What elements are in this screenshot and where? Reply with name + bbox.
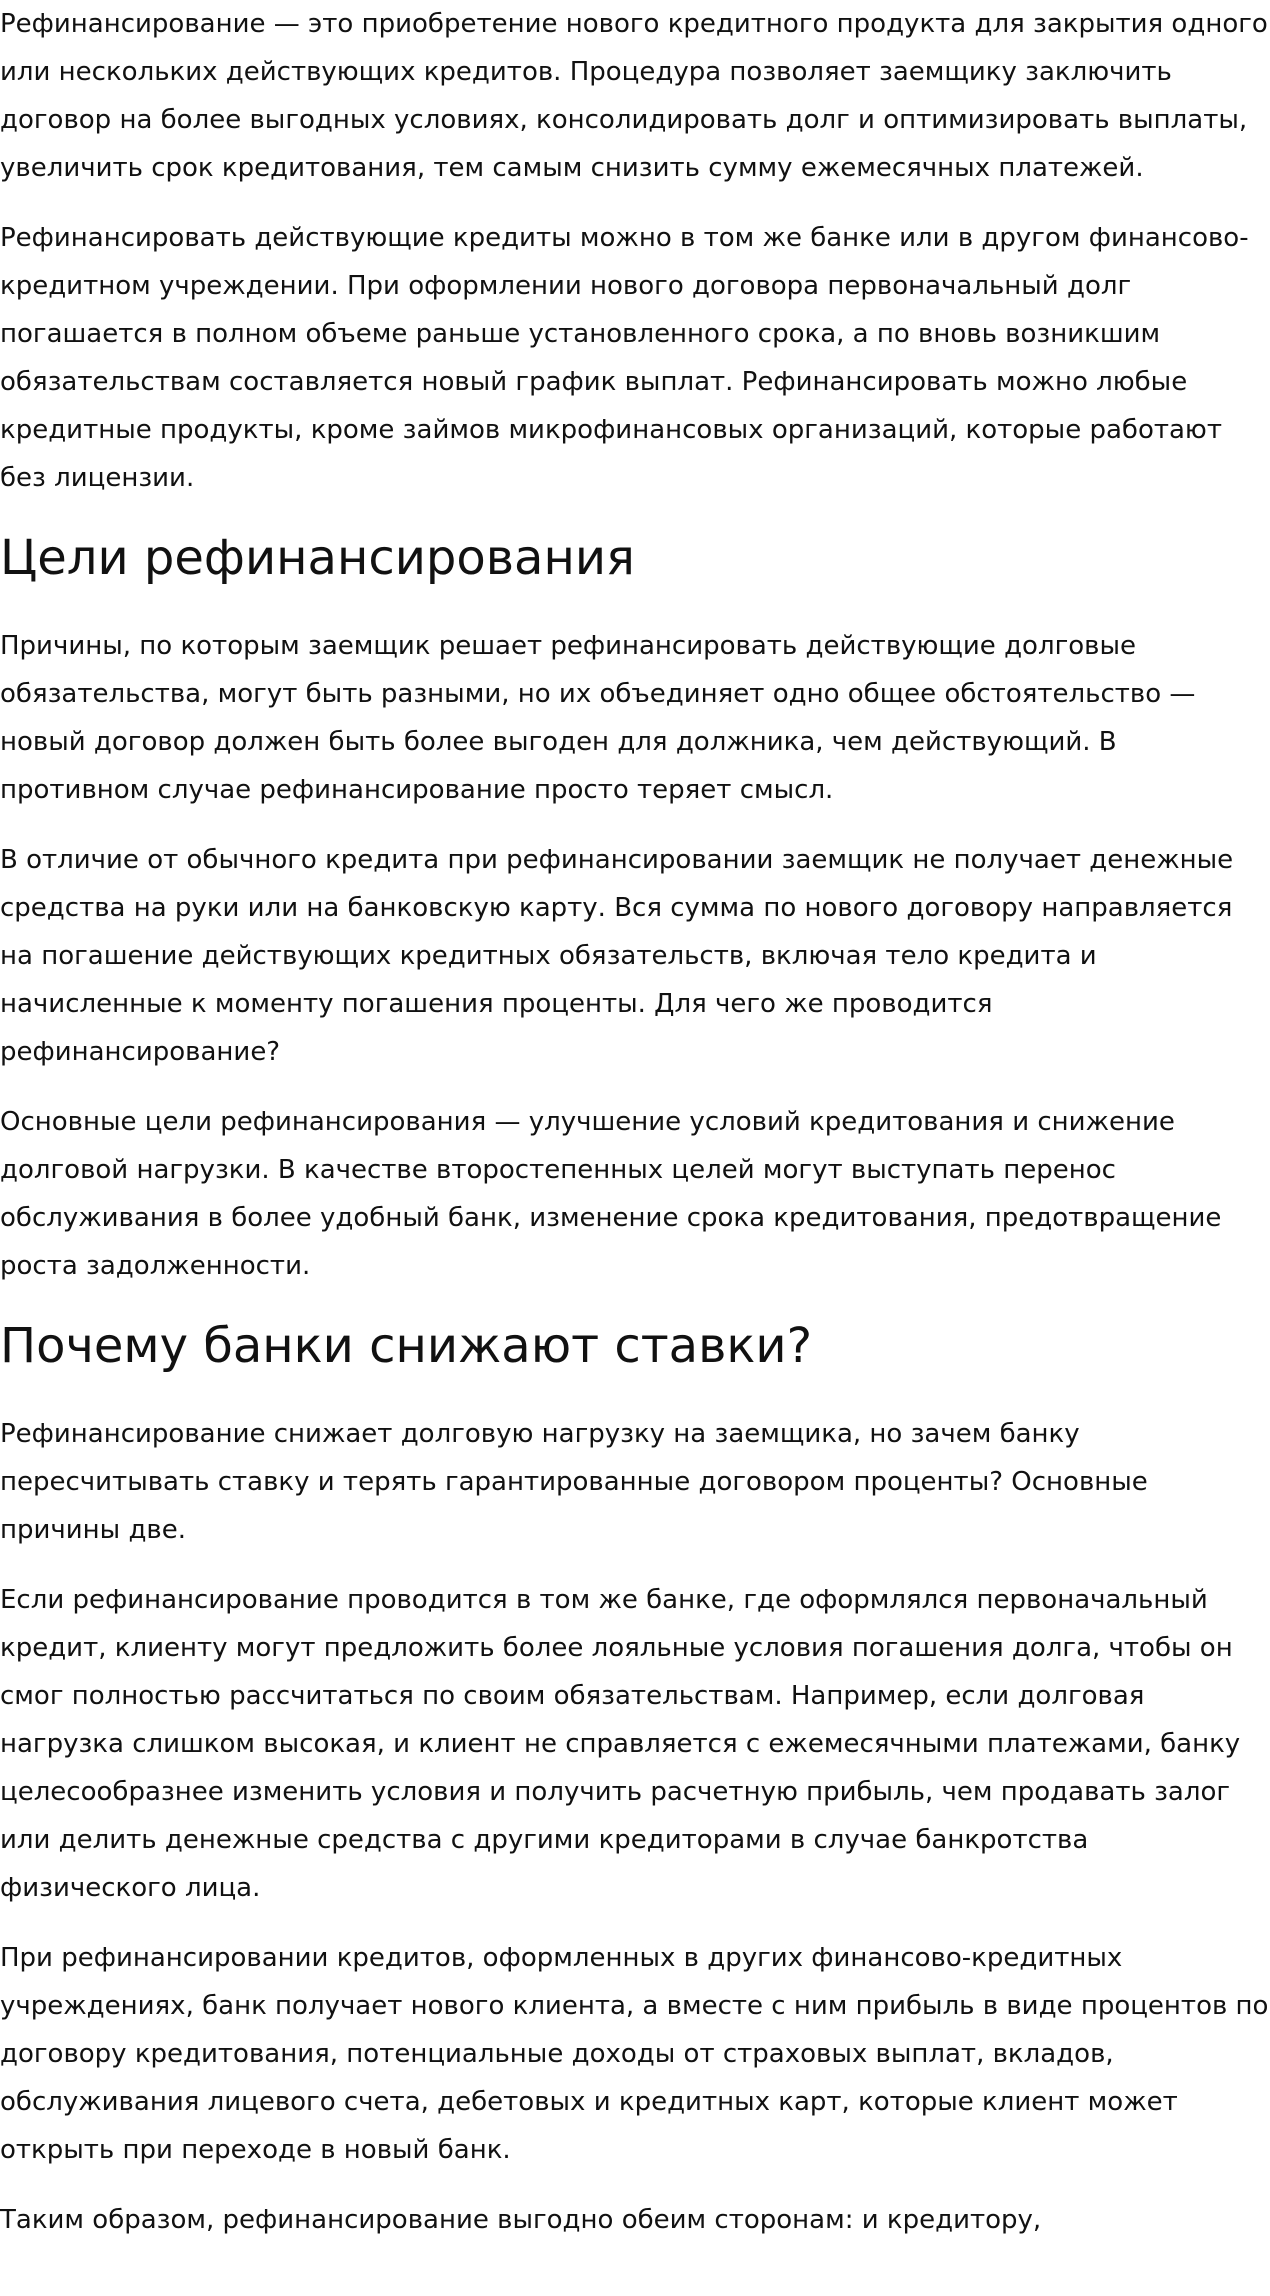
rates-paragraph-1: Рефинансирование снижает долговую нагрузку на заемщика, но зачем банку пересчитывать ставку и терять гарантированные договором проценты? Основные причины две. (0, 1419, 1148, 1545)
rates-paragraph-3: При рефинансировании кредитов, оформленных в других финансово-кредитных учреждениях, банк получает нового клиента, а вместе с ним прибыль в виде процентов по договору кредитования, потенциальные доходы от страховых выплат, вкладов, обслуживания лицевого счета, дебетовых и кредитных карт, которые клиент может открыть при переходе в новый банк. (0, 1943, 1269, 2165)
rates-paragraph-4: Таким образом, рефинансирование выгодно обеим сторонам: и кредитору, (0, 2205, 1042, 2235)
intro-paragraph-2: Рефинансировать действующие кредиты можно в том же банке или в другом финансово-кредитном учреждении. При оформлении нового договора первоначальный долг погашается в полном объеме раньше установленного срока, а по вновь возникшим обязательствам составляется новый график выплат. Рефинансировать можно любые кредитные продукты, кроме займов микрофинансовых организаций, которые работают без лицензии. (0, 223, 1249, 493)
section-heading-rates: Почему банки снижают ставки? (0, 1318, 813, 1374)
intro-paragraph-1: Рефинансирование — это приобретение нового кредитного продукта для закрытия одного или нескольких действующих кредитов. Процедура позволяет заемщику заключить договор на более выгодных условиях, консолидировать долг и оптимизировать выплаты, увеличить срок кредитования, тем самым снизить сумму ежемесячных платежей. (0, 9, 1268, 183)
goals-paragraph-1: Причины, по которым заемщик решает рефинансировать действующие долговые обязательства, могут быть разными, но их объединяет одно общее обстоятельство — новый договор должен быть более выгоден для должника, чем действующий. В противном случае рефинансирование просто теряет смысл. (0, 631, 1196, 805)
goals-paragraph-3: Основные цели рефинансирования — улучшение условий кредитования и снижение долговой нагрузки. В качестве второстепенных целей могут выступать перенос обслуживания в более удобный банк, изменение срока кредитования, предотвращение роста задолженности. (0, 1107, 1222, 1281)
section-heading-goals: Цели рефинансирования (0, 530, 635, 586)
rates-paragraph-2: Если рефинансирование проводится в том же банке, где оформлялся первоначальный кредит, клиенту могут предложить более лояльные условия погашения долга, чтобы он смог полностью рассчитаться по своим обязательствам. Например, если долговая нагрузка слишком высокая, и клиент не справляется с ежемесячными платежами, банку целесообразнее изменить условия и получить расчетную прибыль, чем продавать залог или делить денежные средства с другими кредиторами в случае банкротства физического лица. (0, 1585, 1241, 1903)
goals-paragraph-2: В отличие от обычного кредита при рефинансировании заемщик не получает денежные средства на руки или на банковскую карту. Вся сумма по нового договору направляется на погашение действующих кредитных обязательств, включая тело кредита и начисленные к моменту погашения проценты. Для чего же проводится рефинансирование? (0, 845, 1234, 1067)
